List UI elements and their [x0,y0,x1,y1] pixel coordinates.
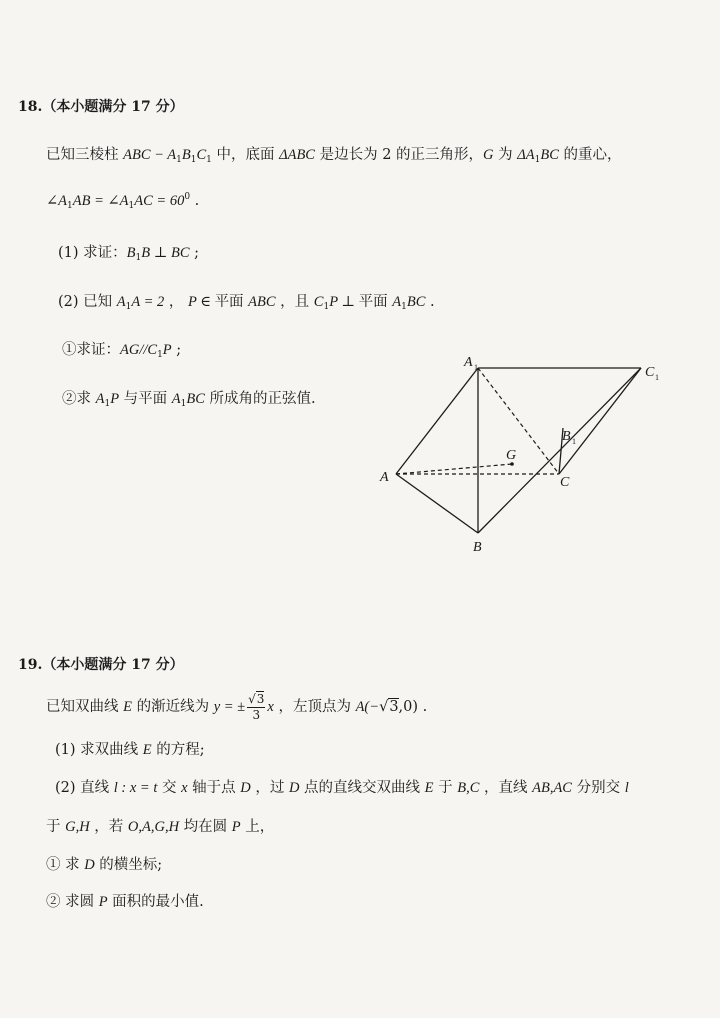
q19-part2-label: (2) 直线 [55,780,114,796]
q19-intro-text: 已知双曲线 [46,699,124,715]
q18-prism-b1: B [181,147,191,163]
q19-part2 [55,776,629,797]
q18-part2-a2: A [392,294,402,310]
q18-part2-abc: ABC [248,294,276,310]
q19-part2-text3: ，过 [250,780,289,796]
q18-part2-c: C [313,294,324,310]
q18-sub2-end: 所成角的正弦值. [204,391,316,407]
q18-part2-p: P ∈ [187,294,215,310]
q18-part1-b: B [126,245,136,261]
q18-part2-plane2: 平面 [358,294,393,310]
q19-part2-text1: 交 [157,780,182,796]
q18-angle-2: AB = ∠A [72,193,129,209]
q18-part2-a: A [116,294,126,310]
q18-triangle2: ΔA [517,147,535,163]
q19-heading: 19.（本小题满分 17 分） [18,657,184,673]
q19-part2-cont [46,815,274,836]
q18-part2-cp: P ⊥ [329,294,359,310]
q19-part2-bc: B,C [457,780,480,796]
q19-part2b-text2: ，若 [89,819,128,835]
q19-part2-x: x [181,780,188,796]
edge-a1-c-dashed [478,368,559,474]
q19-part2-text5: 于 [433,780,458,796]
label-c1-sub: 1 [655,373,659,382]
q18-part2-length: A = 2 [131,294,165,310]
q18-sub2-text: 与平面 [119,391,172,407]
q18-sub2-a2: A [171,391,181,407]
q18-sub2: ②求 $A_1P$ 与平面 $A_1BC$ 所成角的正弦值. [62,391,316,409]
q19-sub2 [46,890,204,911]
q19-part2-text2: 轴于点 [187,780,241,796]
q19-part2-d: D [240,780,251,796]
q18-part2-text2: ，且 [275,294,314,310]
q18-point-g: G [483,147,494,163]
q19-sub2-p: P [98,894,108,910]
q18-intro: 已知三棱柱 ABC − $A_1B_1C_1$ 中，底面 ΔABC 是边长为 2 的正三角形，G 为 $\Delta A_1BC$ 的重心， [46,147,622,165]
label-a: A [380,470,389,485]
q19-part2b-text3: 均在圆 [179,819,232,835]
q18-sub1-label: ①求证： [62,342,120,358]
q18-intro-text3: 是边长为 2 的正三角形， [314,147,484,163]
q18-part2-label: (2) 已知 [58,294,117,310]
q19-vertex: A(− [355,699,380,715]
q19-vertex-end: ,0) [398,699,419,715]
q18-sub1: ①求证：$AG//C_1P$ ; [62,342,182,360]
q19-fraction-den: 3 [252,708,261,722]
q18-part1-end: ; [189,245,200,261]
q18-angles-end: . [190,193,200,209]
q19-fraction: $\frac{√3}{3}$ [248,692,265,722]
q18-sub2-bc: BC [186,391,205,407]
q18-angle-3: AC = 60 [134,193,185,209]
q18-heading: 18.（本小题满分 17 分） [18,99,184,115]
q19-intro: 已知双曲线 E 的渐近线为 y = ± $\frac{√3}{3}$ x ，左顶点为 A(−√3,0) . [46,692,428,722]
q19-asymptote-lhs: y = ± [213,699,246,715]
q19-curve-e: E [123,699,132,715]
q19-line-l: l : x = t [113,780,158,796]
q19-sub1-d: D [84,857,95,873]
q18-part1: (1) 求证：$B_1B$ ⊥ BC ; [58,245,200,263]
edge-a-b [396,474,478,533]
q18-angle-1: ∠A [46,193,68,209]
q18-part1-rest: B ⊥ BC [141,245,190,261]
q18-part2-text1: ， [164,294,188,310]
q19-part2-text4: 点的直线交双曲线 [299,780,425,796]
q19-part1 [55,738,205,759]
segment-a-g-dashed [396,464,512,474]
q19-part2-text6: ，直线 [479,780,533,796]
q19-part2-d2: D [288,780,300,796]
q18-sub2-label: ②求 [62,391,96,407]
label-a1-sub: 1 [474,363,478,372]
q19-part2b-text4: 上， [240,819,275,835]
q19-part2b-gh: G,H [65,819,90,835]
label-g: G [506,448,517,463]
q19-sub1-label: ① 求 [46,857,85,873]
q18-part2-plane: 平面 [214,294,249,310]
q19-part2-e: E [424,780,434,796]
q18-intro-text4: 为 [493,147,518,163]
q19-sub2-end: 面积的最小值. [107,894,204,910]
q19-part1-end: 的方程; [151,742,205,758]
edge-a1-a [396,368,478,474]
q19-part2b-text1: 于 [46,819,66,835]
q18-part2: (2) 已知 $A_1A = 2$ ， P ∈ 平面 ABC ，且 $C_1P$ ⊥ 平面 $A_1BC$ . [58,294,435,312]
label-b1: B [562,429,571,444]
q18-part1-label: (1) 求证： [58,245,127,261]
q18-triangle2-b: BC [540,147,559,163]
q18-sub1-p: P [162,342,172,358]
q18-degree: 0 [184,192,191,202]
edge-c1-c [559,368,641,474]
q18-sub2-a: A [95,391,105,407]
q18-angles: $\angle A_1AB$ = $\angle A_1AC = 60^0$ . [46,192,200,211]
q18-part2-end: . [425,294,435,310]
q18-sub1-ag: AG//C [120,342,158,358]
q19-asymptote-x: x [267,699,274,715]
q19-part2b-p: P [231,819,241,835]
label-a1: A [464,355,473,370]
label-c1: C [645,365,655,380]
q19-fraction-num: 3 [256,692,265,706]
q19-sub1-end: 的横坐标; [94,857,163,873]
q19-sub2-label: ② 求圆 [46,894,99,910]
prism-figure [370,352,670,562]
edge-b-c1 [478,368,641,533]
q18-sub2-p: P [110,391,120,407]
q18-intro-text5: 的重心， [558,147,622,163]
q19-part2b-points: O,A,G,H [127,819,180,835]
q19-part2-text7: 分别交 [571,780,625,796]
q19-intro-end: . [418,699,428,715]
q18-triangle: ΔABC [279,147,315,163]
q19-part2-l2: l [624,780,629,796]
q19-part2-abac: AB,AC [532,780,572,796]
label-c: C [560,475,570,490]
q18-sub1-end: ; [171,342,182,358]
q18-intro-text2: 中，底面 [211,147,280,163]
label-b1-sub: 1 [572,437,576,446]
q19-part1-e: E [142,742,152,758]
label-b: B [473,540,482,555]
q19-sub1 [46,853,162,874]
q19-part1-label: (1) 求双曲线 [55,742,143,758]
q18-prism-name: ABC − A [123,147,177,163]
q18-intro-text: 已知三棱柱 [46,147,124,163]
q18-part2-bc: BC [406,294,426,310]
q19-intro-text3: ，左顶点为 [273,699,356,715]
q18-prism-c1: C [196,147,207,163]
q19-vertex-root: 3 [389,699,399,715]
q19-intro-text2: 的渐近线为 [131,699,214,715]
